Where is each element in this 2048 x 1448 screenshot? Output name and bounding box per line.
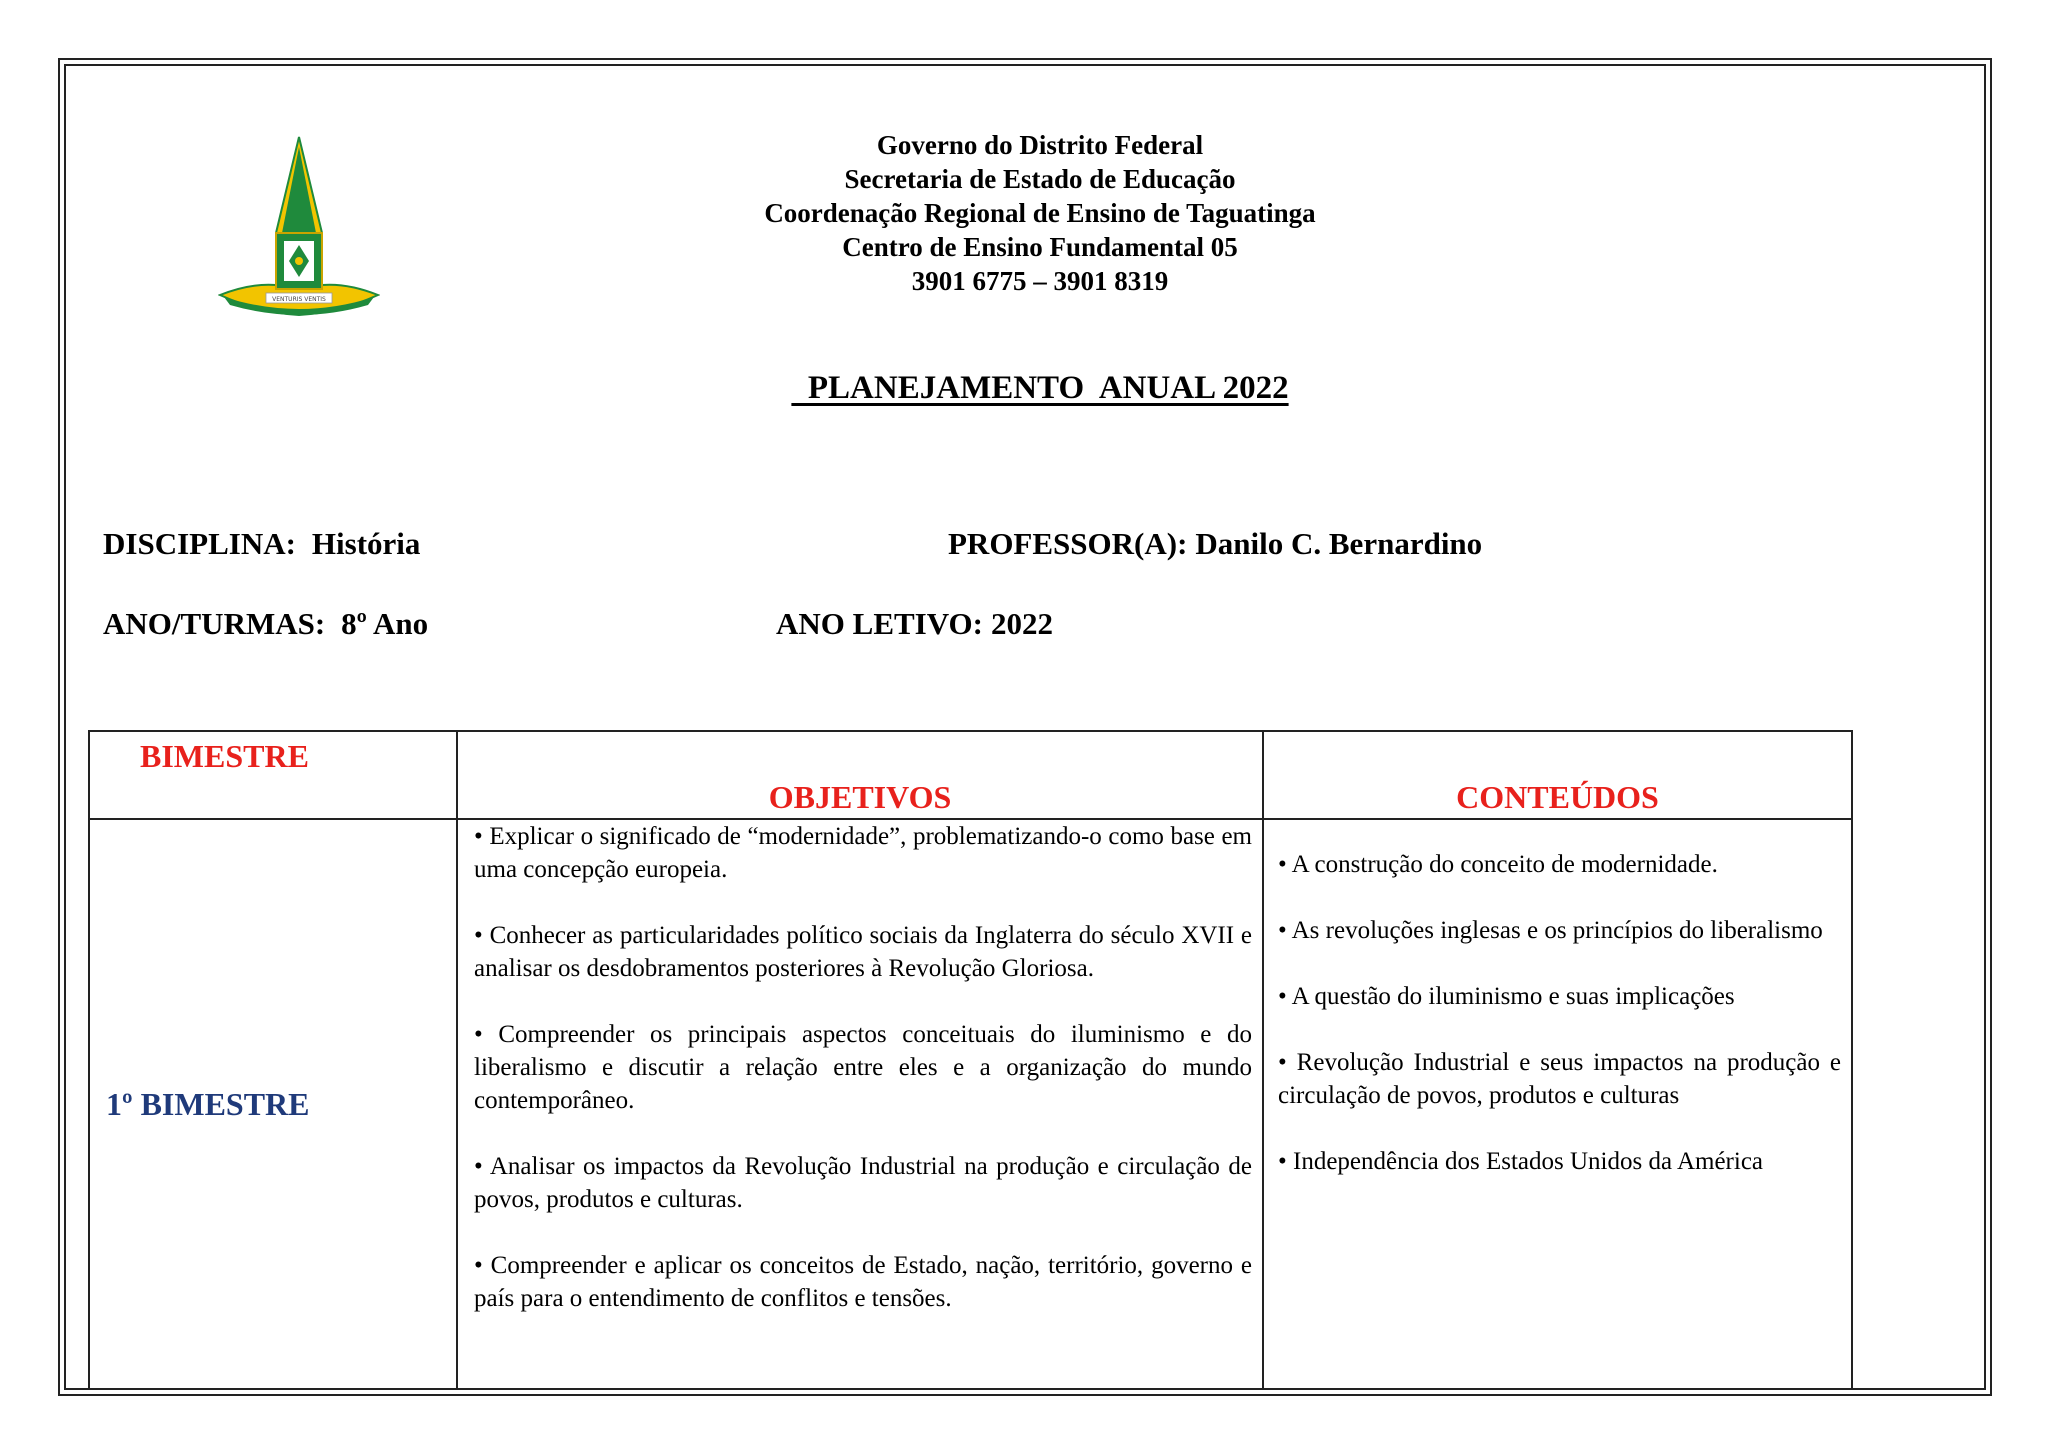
field-professor (948, 526, 1482, 562)
header-bimestre: BIMESTRE (89, 731, 457, 819)
header-conteudos: CONTEÚDOS (1263, 731, 1852, 819)
document-title-text: PLANEJAMENTO ANUAL 2022 (791, 370, 1289, 406)
list-item: • Compreender os principais aspectos conceituais do iluminismo e do liberalismo e discutir a relação entre eles e a organização do mundo contemporâneo. (474, 1021, 1252, 1114)
field-ano-turmas (103, 606, 428, 642)
header-line-school: Centro de Ensino Fundamental 05 (842, 232, 1238, 262)
professor-label: PROFESSOR(A): (948, 526, 1188, 561)
header-line-government: Governo do Distrito Federal (876, 130, 1204, 160)
ano-letivo-label: ANO LETIVO: (776, 606, 983, 641)
list-item: • Conhecer as particularidades político sociais da Inglaterra do século XVII e analisar os desdobramentos posteriores à Revolução Gloriosa. (474, 922, 1252, 982)
header-objetivos: OBJETIVOS (457, 731, 1263, 819)
objetivos-cell (457, 819, 1263, 1389)
bimestre-label: 1º BIMESTRE (106, 1085, 310, 1122)
list-item: • A questão do iluminismo e suas implicações (1278, 983, 1735, 1010)
list-item: • Revolução Industrial e seus impactos na produção e circulação de povos, produtos e culturas (1278, 1049, 1841, 1109)
document-title (560, 370, 1520, 407)
list-item: • Independência dos Estados Unidos da América (1278, 1148, 1764, 1175)
ano-turmas-label: ANO/TURMAS: (103, 606, 326, 641)
header-line-phones: 3901 6775 – 3901 8319 (911, 266, 1169, 296)
ano-letivo-value: 2022 (990, 606, 1053, 641)
header-line-coordination: Coordenação Regional de Ensino de Taguatinga (764, 198, 1316, 228)
list-item: • Analisar os impactos da Revolução Industrial na produção e circulação de povos, produtos e culturas. (474, 1153, 1252, 1213)
conteudos-cell (1263, 819, 1852, 1389)
ano-turmas-value: 8º Ano (341, 606, 429, 641)
list-item: • A construção do conceito de modernidade. (1278, 851, 1718, 878)
planning-table (88, 730, 1853, 1390)
list-item: • Explicar o significado de “modernidade”, problematizando-o como base em uma concepção europeia. (474, 823, 1252, 883)
field-disciplina (103, 526, 420, 562)
table-header-row (89, 731, 1852, 819)
emblem-motto: VENTURIS VENTIS (272, 296, 326, 303)
list-item: • As revoluções inglesas e os princípios do liberalismo (1278, 917, 1823, 944)
disciplina-label: DISCIPLINA: (103, 526, 296, 561)
header-line-secretariat: Secretaria de Estado de Educação (844, 164, 1236, 194)
disciplina-value: História (311, 526, 421, 561)
government-header (560, 128, 1520, 298)
list-item: • Compreender e aplicar os conceitos de Estado, nação, território, governo e país para o entendimento de conflitos e tensões. (474, 1252, 1252, 1312)
field-ano-letivo (776, 606, 1053, 642)
brasilia-emblem-icon (218, 135, 380, 325)
professor-value: Danilo C. Bernardino (1195, 526, 1483, 561)
table-row (89, 819, 1852, 1389)
bimestre-cell (89, 819, 457, 1389)
